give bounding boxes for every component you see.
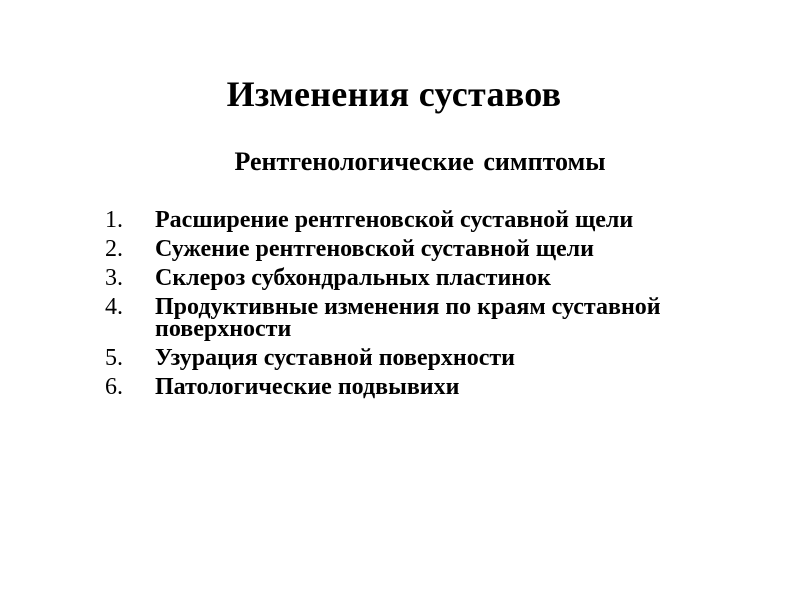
list-item-text: Патологические подвывихи xyxy=(155,374,460,400)
list-item-text: Склероз субхондральных пластинок xyxy=(155,265,551,291)
list-item xyxy=(105,347,745,369)
list-item-text: Узурация суставной поверхности xyxy=(155,345,516,371)
list-item-number: 1. xyxy=(105,207,123,233)
list-item xyxy=(105,238,745,260)
slide-title: Изменения суставов xyxy=(226,74,562,114)
list-item-text: Сужение рентгеновской суставной щели xyxy=(155,236,594,262)
list-item xyxy=(105,376,745,398)
symptom-list xyxy=(105,209,745,405)
list-item-text: Расширение рентгеновской суставной щели xyxy=(155,207,634,233)
list-item-number: 5. xyxy=(105,345,123,371)
list-item-number: 3. xyxy=(105,265,123,291)
list-item xyxy=(105,296,745,340)
list-item-number: 6. xyxy=(105,374,123,400)
list-item-number: 2. xyxy=(105,236,123,262)
list-item xyxy=(105,209,745,231)
list-item-number: 4. xyxy=(105,294,123,320)
list-item xyxy=(105,267,745,289)
slide-subtitle: Рентгенологические симптомы xyxy=(234,147,606,176)
list-item-text: Продуктивные изменения по краям суставной поверхности xyxy=(155,294,661,342)
